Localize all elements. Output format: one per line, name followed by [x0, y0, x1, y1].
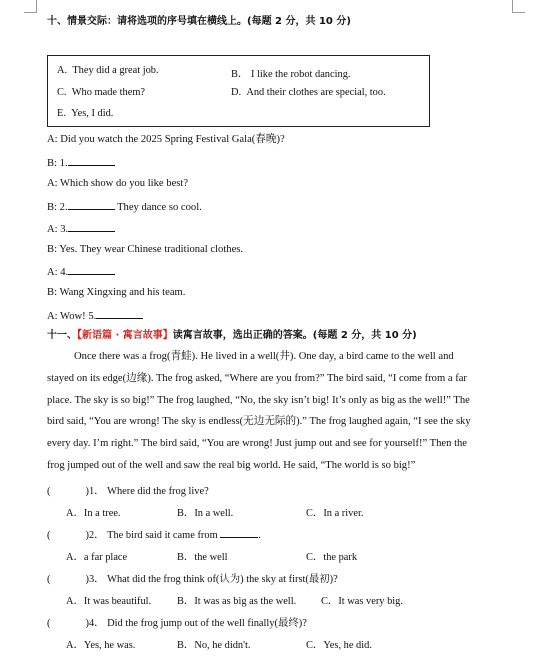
option-text: Yes, I did. — [71, 108, 114, 119]
section-11-title: 十一、【新语篇 · 寓言故事】读寓言故事，选出正确的答案。(每题 2 分，共 10 分) — [47, 330, 417, 341]
question-3-option-b: B．It was as big as the well. — [177, 596, 297, 607]
passage-line: Once there was a frog(青蛙). He lived in a well(井). One day, a bird came to the well and — [74, 351, 454, 362]
question-4-option-a: A．Yes, he was. — [66, 640, 136, 651]
question-2-option-b: B．the well — [177, 552, 228, 563]
option-d — [231, 87, 386, 98]
option-letter: C. — [57, 87, 67, 98]
question-4: ( )4． Did the frog jump out of the well finally(最终)? — [47, 618, 307, 629]
section-tag: 【新语篇 · 寓言故事】 — [77, 330, 173, 341]
answer-blank[interactable] — [68, 155, 115, 166]
section-10-title: 十、情景交际：请将选项的序号填在横线上。(每题 2 分，共 10 分) — [47, 16, 351, 27]
options-box — [47, 55, 430, 127]
dialogue-line: A: Did you watch the 2025 Spring Festival Gala(春晚)? — [47, 134, 285, 145]
crop-mark-top-left — [24, 0, 37, 13]
dialogue-line: B: Wang Xingxing and his team. — [47, 287, 186, 298]
crop-mark-top-right — [512, 0, 525, 13]
dialogue-line: B: 1. — [47, 155, 115, 170]
answer-blank[interactable] — [68, 199, 115, 210]
question-2-option-a: A．a far place — [66, 552, 128, 563]
dialogue-line: A: 3. — [47, 221, 115, 236]
option-text: Who made them? — [71, 87, 146, 98]
option-b — [231, 65, 351, 80]
option-letter: D. — [231, 87, 242, 98]
passage-line: bird said, “You are wrong! The sky is endless(无边无际的).” The frog laughed again, “I see the sky — [47, 416, 471, 428]
option-text: They did a great job. — [72, 65, 159, 76]
option-letter: A. — [57, 65, 68, 76]
passage-line: frog jumped out of the well and saw the real big world. He said, “The world is so big!” — [47, 459, 416, 471]
answer-blank[interactable] — [68, 221, 115, 232]
option-a — [57, 65, 159, 76]
question-4-option-c: C．Yes, he did. — [306, 640, 372, 651]
passage-line: every day. I’m right.” The bird said, “You are wrong! Just jump out and see for yourself!” Then the — [47, 438, 468, 450]
option-letter: E. — [57, 108, 66, 119]
option-text: And their clothes are special, too. — [246, 87, 386, 98]
option-e — [57, 108, 113, 119]
question-1-option-b: B．In a well. — [177, 508, 234, 519]
answer-blank[interactable] — [68, 264, 115, 275]
dialogue-line: A: Wow! 5. — [47, 308, 143, 323]
question-4-option-b: B．No, he didn't. — [177, 640, 251, 651]
question-3-option-a: A．It was beautiful. — [66, 596, 152, 607]
question-3-option-c: C．It was very big. — [321, 596, 403, 607]
question-3: ( )3． What did the frog think of(认为) the sky at first(最初)? — [47, 574, 338, 585]
question-1-option-c: C．In a river. — [306, 508, 364, 519]
passage-line: stayed on its edge(边缘). The frog asked, “Where are you from?” The bird said, “I come from a far — [47, 372, 467, 384]
dialogue-line: B: Yes. They wear Chinese traditional clothes. — [47, 244, 244, 255]
dialogue-line: A: Which show do you like best? — [47, 178, 189, 189]
answer-blank[interactable] — [220, 527, 258, 538]
answer-blank[interactable] — [96, 308, 143, 319]
question-1: ( )1． Where did the frog live? — [47, 486, 209, 497]
option-letter: B． — [231, 69, 249, 80]
question-2: ( )2． The bird said it came from . — [47, 526, 261, 541]
option-c — [57, 87, 145, 98]
question-2-option-c: C．the park — [306, 552, 358, 563]
question-1-option-a: A．In a tree. — [66, 508, 121, 519]
option-text: I like the robot dancing. — [250, 69, 351, 80]
passage-line: place. The sky is so big!” The frog laughed, “No, the sky isn’t big! It’s only as big as the well!” The — [47, 394, 470, 406]
story-passage — [47, 346, 503, 477]
dialogue-line: B: 2. They dance so cool. — [47, 199, 202, 214]
dialogue-line: A: 4. — [47, 264, 115, 279]
